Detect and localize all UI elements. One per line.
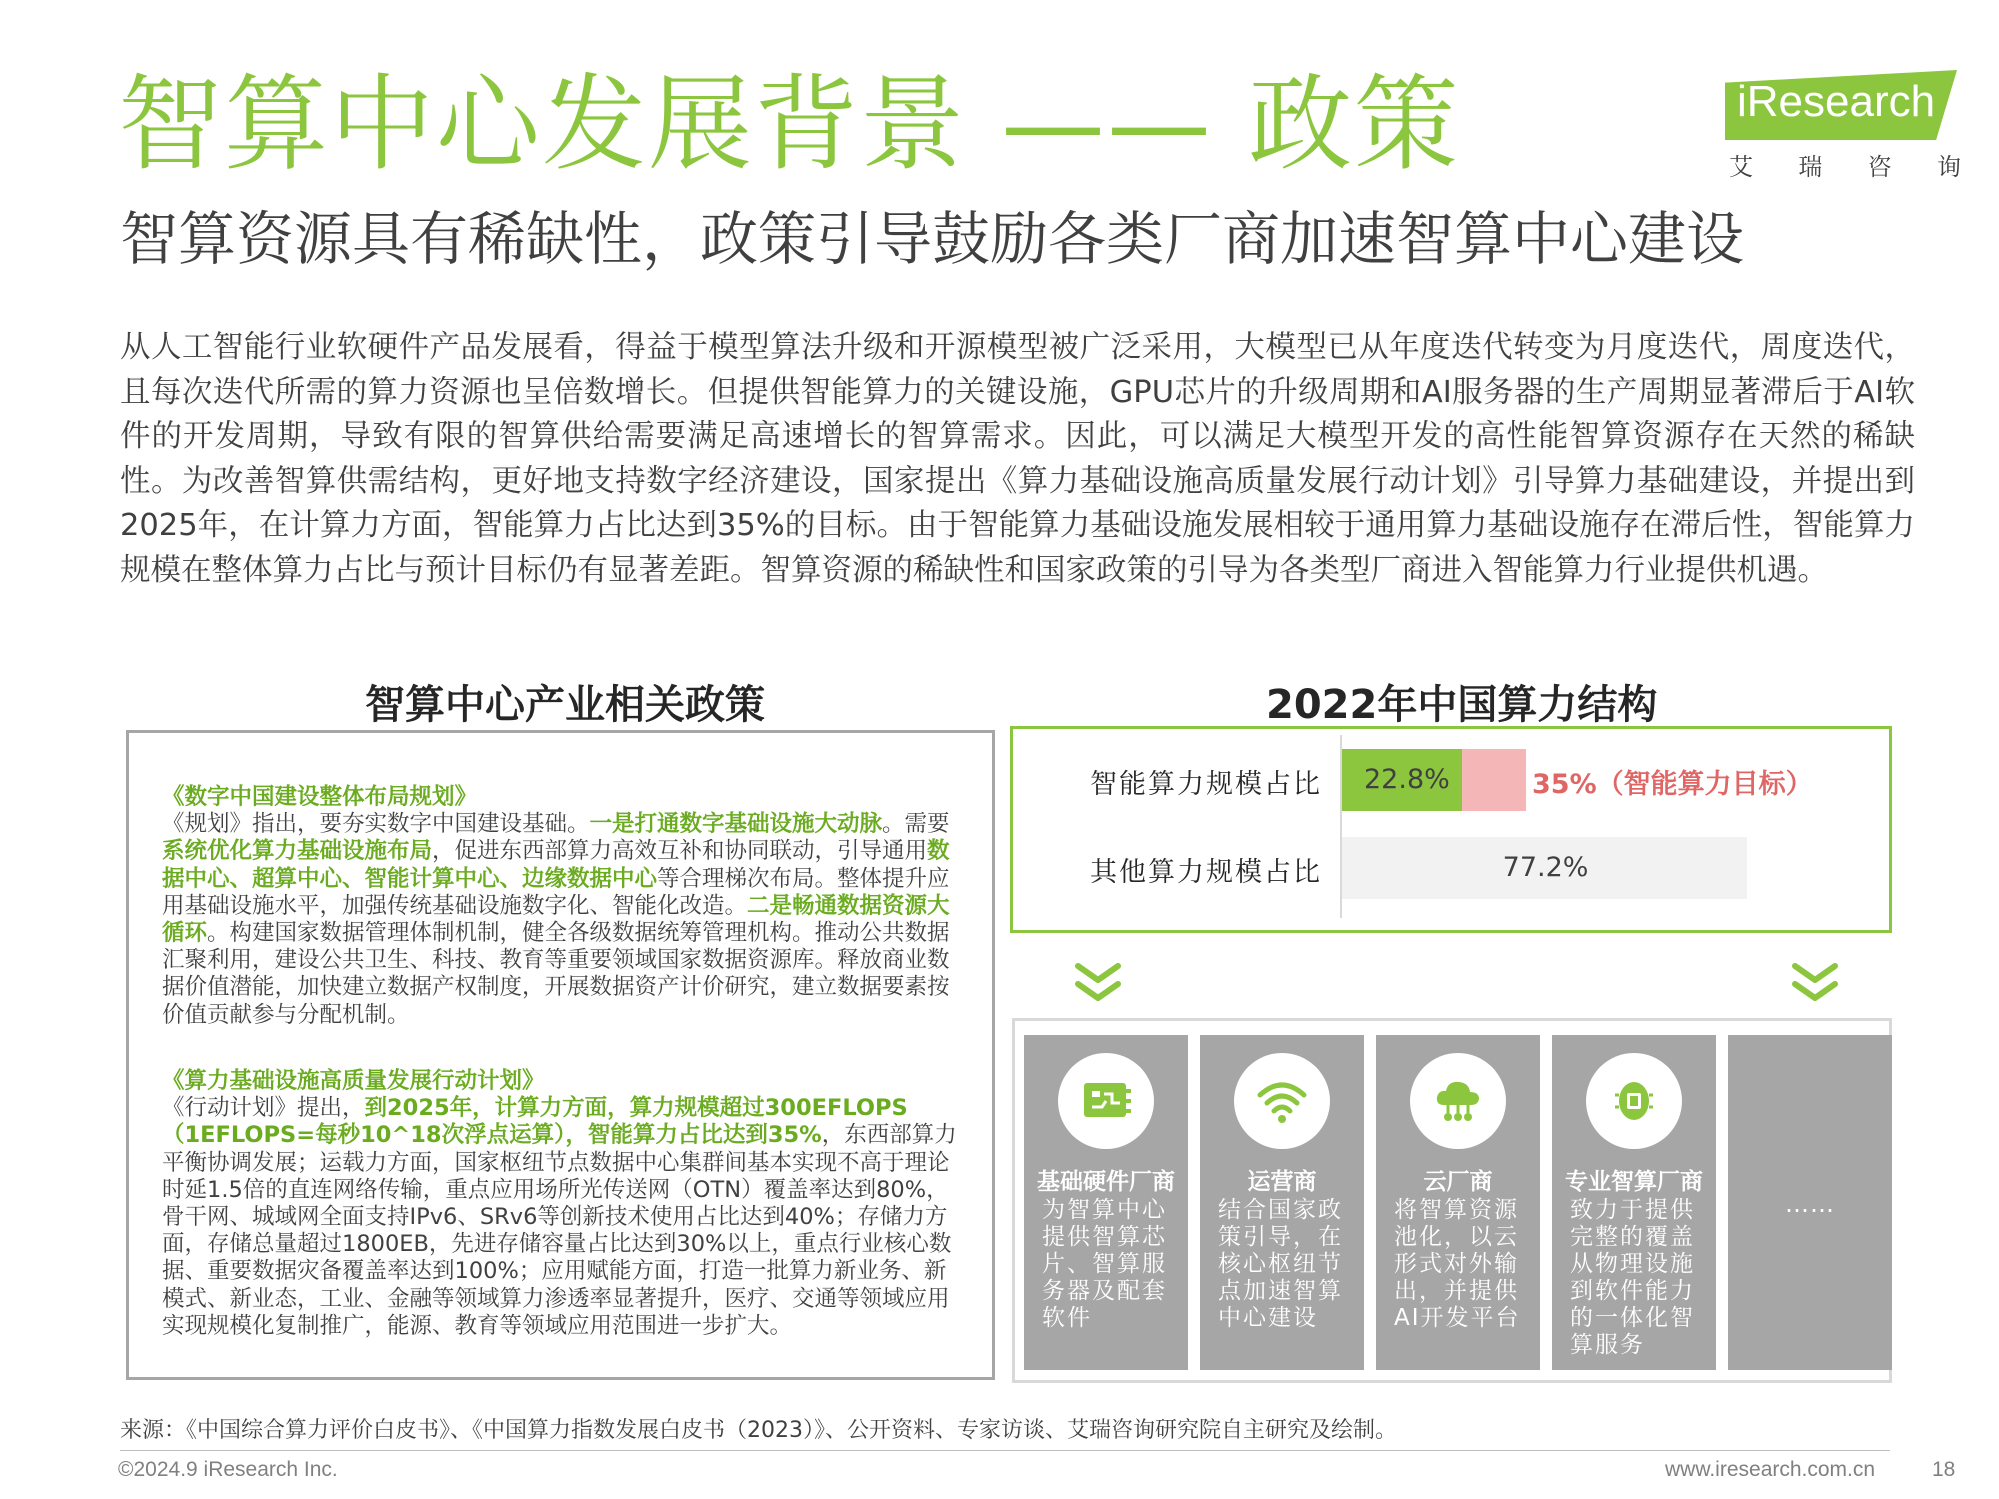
vendor-title: 基础硬件厂商 [1037,1169,1175,1195]
policy-highlight: 系统优化算力基础设施布局 [162,838,433,865]
vendor-title: 云厂商 [1423,1169,1493,1195]
logo-sub-char: 瑞 [1798,153,1823,181]
policy-text: 等合理梯次布局。整体提升应用基础设施水平，加强传统基础设施数字化、智能化改造。 [162,865,950,919]
logo-brand: iResearch [1737,77,1936,126]
policy-highlight: 数据中心、超算中心、智能计算中心、边缘数据中心 [162,838,950,892]
policy-text: ，促进东西部算力高效互补和协同联动，引导通用 [432,838,928,865]
page-subtitle: 智算资源具有稀缺性，政策引导鼓励各类厂商加速智算中心建设 [120,205,1745,273]
vendor-title: 运营商 [1247,1169,1317,1195]
intro-paragraph: 从人工智能行业软硬件产品发展看，得益于模型算法升级和开源模型被广泛采用，大模型已从年度迭代转变为月度迭代，周度迭代，且每次迭代所需的算力资源也呈倍数增长。但提供智能算力的关键设施，GPU芯片的升级周期和AI服务器的生产周期显著滞后于AI软件的开发周期，导致有限的智算供给需要满足高速增长的智算需求。因此，可以满足大模型开发的高性能智算资源存在天然的稀缺性。为改善智算供需结构，更好地支持数字经济建设，国家提出《算力基础设施高质量发展行动计划》引导算力基础建设，并提出到2025年，在计算力方面，智能算力占比达到35%的目标。由于智能算力基础设施发展相较于通用算力基础设施存在滞后性，智能算力规模在整体算力占比与预计目标仍有显著差距。智算资源的稀缺性和国家政策的引导为各类型厂商进入智能算力行业提供机遇。 [120,330,1915,588]
logo-sub-char: 咨 [1867,153,1892,181]
bar-value-label: 77.2% [1502,852,1589,883]
iresearch-logo [1725,62,1960,182]
vendor-icon-circle [1058,1053,1154,1149]
chevron-down-icon [1789,960,1841,1006]
policy-section-title: 智算中心产业相关政策 [365,682,765,728]
vendor-desc: 结合国家政策引导，在核心枢纽节点加速智算中心建设 [1218,1197,1343,1331]
logo-sub-char: 艾 [1729,153,1753,181]
chart-category-label: 其他算力规模占比 [1090,857,1322,888]
page-number: 18 [1932,1458,1956,1481]
vendor-icon-circle [1586,1053,1682,1149]
policy-text: ，东西部算力平衡协调发展；运载力方面，国家枢纽节点数据中心集群间基本实现不高于理论时延1.5倍的直连网络传输，重点应用场所光传送网（OTN）覆盖率达到80%，骨干网、城域网全面支持IPv6、SRv6等创新技术使用占比达到40%；存储力方面，存储总量超过1800EB，先进存储容量占比达到30%以上，重点行业核心数据、重要数据灾备覆盖率达到100%；应用赋能方面，打造一批算力新业务、新模式、新业态，工业、金融等领域算力渗透率显著提升，医疗、交通等领域应用实现规模化复制推广，能源、教育等领域应用范围进一步扩大。 [162,1122,957,1339]
policy-text: 《行动计划》提出， [162,1095,365,1122]
footer-divider [120,1450,1890,1451]
bar-value-label: 22.8% [1364,764,1450,795]
vendor-card-cloud [1376,1035,1540,1370]
source-note: 来源：《中国综合算力评价白皮书》、《中国算力指数发展白皮书（2023）》、公开资料、专家访谈、艾瑞咨询研究院自主研究及绘制。 [120,1418,1397,1443]
policy-body [162,811,962,1029]
target-label: 35%（智能算力目标） [1532,769,1813,800]
vendor-desc: 将智算资源池化，以云形式对外输出，并提供AI开发平台 [1394,1197,1521,1331]
policy-item-digital-china [162,784,962,1029]
brain-chip-icon [1606,1073,1662,1129]
chart-category-label: 智能算力规模占比 [1090,769,1322,800]
policy-highlight: 一是打通数字基础设施大动脉 [589,811,883,838]
policy-title: 《数字中国建设整体布局规划》 [162,784,478,810]
policy-body [162,1095,962,1340]
policy-item-compute-plan [162,1068,962,1340]
vendor-icon-circle [1234,1053,1330,1149]
website-link[interactable]: www.iresearch.com.cn [1665,1458,1876,1481]
chip-icon [1078,1073,1134,1129]
chevron-down-icon [1072,960,1124,1006]
chart-title: 2022年中国算力结构 [1266,682,1658,728]
page-title: 智算中心发展背景 —— 政策 [118,63,1461,185]
vendor-desc: 为智算中心提供智算芯片、智算服务器及配套软件 [1042,1197,1167,1331]
vendor-desc: 致力于提供完整的覆盖从物理设施到软件能力的一体化智算服务 [1570,1197,1695,1358]
copyright: ©2024.9 iResearch Inc. [118,1458,338,1481]
policy-text: 。构建国家数据管理体制机制，健全各级数据统筹管理机构。推动公共数据汇聚利用，建设公共卫生、科技、教育等重要领域国家数据资源库。释放商业数据价值潜能，加快建立数据产权制度，开展数据资产计价研究，建立数据要素按价值贡献参与分配机制。 [162,920,950,1028]
policy-text: 。需要 [882,811,950,838]
vendor-title: 专业智算厂商 [1565,1169,1703,1195]
policy-text: 《规划》指出，要夯实数字中国建设基础。 [162,811,590,838]
policy-title: 《算力基础设施高质量发展行动计划》 [162,1068,545,1094]
vendor-card-operator [1200,1035,1364,1370]
vendor-card-more [1728,1035,1892,1370]
bar-target-gap [1462,749,1526,811]
cloud-network-icon [1430,1073,1486,1129]
policy-highlight: 二是畅通数据资源大循环 [162,892,950,947]
more-ellipsis: …… [1785,1190,1835,1218]
policy-highlight: 到2025年，计算力方面，算力规模超过300EFLOPS（1EFLOPS=每秒10^18次浮点运算），智能算力占比达到35% [162,1095,908,1149]
vendor-card-specialist [1552,1035,1716,1370]
vendor-icon-circle [1410,1053,1506,1149]
logo-sub-char: 询 [1936,153,1961,181]
wifi-icon [1254,1073,1310,1129]
logo-subtitle [1729,147,1961,182]
vendor-card-hardware [1024,1035,1188,1370]
